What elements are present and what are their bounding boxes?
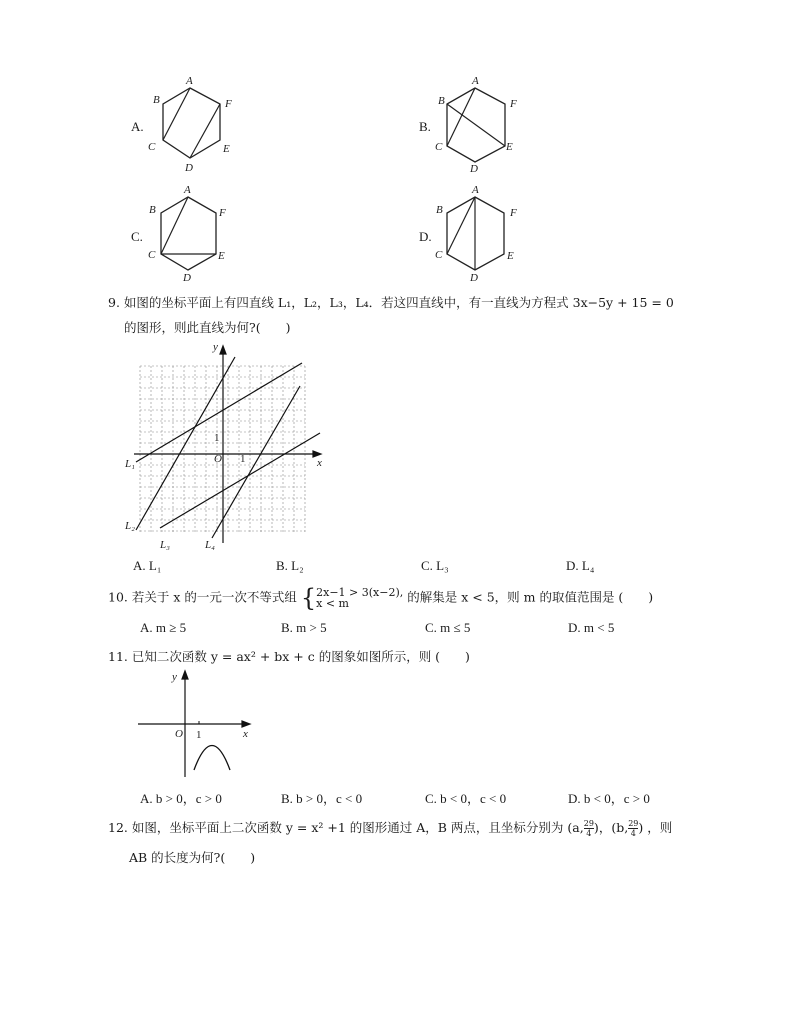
svg-text:A: A [472, 75, 479, 87]
svg-text:C: C [148, 249, 156, 261]
q9-option-a[interactable]: A. L₁ [133, 558, 162, 573]
q11-x-label: x [243, 728, 248, 740]
q11-graph [130, 667, 260, 782]
q10-option-d[interactable]: D. m < 5 [568, 620, 615, 635]
svg-text:E: E [507, 250, 514, 262]
q9-l3-label: L₃ [160, 539, 170, 551]
svg-text:B: B [438, 95, 445, 107]
q10-stem [108, 586, 653, 610]
q11-option-d[interactable]: D. b < 0，c > 0 [568, 791, 650, 806]
svg-text:F: F [219, 207, 226, 219]
q11-text: 已知二次函数 y = ax² + bx + c 的图象如图所示，则 ( ) [131, 649, 470, 664]
svg-text:F: F [510, 207, 517, 219]
q11-parabola [194, 746, 230, 771]
q8-option-figures [0, 0, 794, 285]
svg-text:A: A [184, 184, 191, 196]
q9-text-line1: 如图的坐标平面上有四直线 L₁，L₂，L₃，L₄．若这四直线中，有一直线为方程式 3x−5y + 15 = 0 [123, 295, 674, 310]
svg-text:D: D [470, 272, 478, 284]
q12-point-b: (b, $\frac{29}{4}$ ) [611, 819, 644, 838]
q9-y-one: 1 [214, 432, 220, 444]
q8-option-c-label[interactable]: C. [131, 229, 143, 244]
q9-origin-label: O [214, 453, 222, 465]
svg-text:C: C [148, 141, 156, 153]
q11-y-label: y [172, 671, 177, 683]
q9-l1-label: L₁ [125, 458, 135, 470]
q12-stem: 12. 如图，坐标平面上二次函数 y = x² +1 的图形通过 A，B 两点，且坐标分别为 (a, $\frac{29}{4}$ )，(b, $\frac{29}{4}$ ) ，则 [108, 819, 673, 838]
svg-text:B: B [149, 204, 156, 216]
q11-stem [108, 647, 470, 665]
svg-text:C: C [435, 141, 443, 153]
svg-text:D: D [470, 163, 478, 175]
q12-text-post: ，则 [647, 820, 673, 835]
q10-option-b[interactable]: B. m > 5 [281, 620, 327, 635]
q10-brace: { [300, 584, 317, 612]
svg-text:D: D [185, 162, 193, 174]
q8-option-d-hexagon [435, 184, 517, 284]
svg-text:C: C [435, 249, 443, 261]
q12-stem-line2: AB 的长度为何?( ) [129, 850, 256, 865]
q9-stem [108, 293, 674, 311]
q11-number: 11. [108, 649, 128, 664]
svg-text:B: B [153, 94, 160, 106]
svg-text:E: E [218, 250, 225, 262]
q9-option-c[interactable]: C. L₃ [421, 558, 449, 573]
q11-option-a[interactable]: A. b > 0，c > 0 [140, 791, 222, 806]
svg-text:B: B [436, 204, 443, 216]
svg-text:A: A [472, 184, 479, 196]
q11-option-b[interactable]: B. b > 0，c < 0 [281, 791, 363, 806]
q10-option-c[interactable]: C. m ≤ 5 [425, 620, 471, 635]
q12-point-a: (a, $\frac{29}{4}$ ) [567, 819, 599, 838]
q10-option-a[interactable]: A. m ≥ 5 [140, 620, 187, 635]
q9-line-l1 [136, 363, 302, 462]
q8-option-d-label[interactable]: D. [419, 229, 432, 244]
q8-option-b-label[interactable]: B. [419, 119, 431, 134]
svg-text:F: F [510, 98, 517, 110]
q8-option-a-hexagon [148, 75, 232, 174]
svg-text:A: A [186, 75, 193, 87]
q9-option-b[interactable]: B. L₂ [276, 558, 304, 573]
q9-stem-line2: 的图形，则此直线为何?( ) [124, 320, 291, 335]
q9-option-d[interactable]: D. L₄ [566, 558, 595, 573]
q8-option-b-hexagon [435, 75, 517, 175]
svg-text:F: F [225, 98, 232, 110]
svg-text:D: D [183, 272, 191, 284]
q12-number: 12. [108, 820, 128, 835]
q11-origin-label: O [175, 728, 183, 740]
q9-graph [120, 338, 335, 553]
svg-text:E: E [506, 141, 513, 153]
q9-l4-label: L₄ [205, 539, 215, 551]
q10-text-pre: 若关于 x 的一元一次不等式组 [131, 589, 297, 605]
svg-text:E: E [223, 143, 230, 155]
q9-x-one: 1 [240, 453, 246, 465]
q10-text-post: 的解集是 x < 5，则 m 的取值范围是 ( ) [407, 589, 654, 605]
q10-system: 2x−1 > 3(x−2), x < m [316, 586, 404, 610]
q8-option-c-hexagon [148, 184, 226, 284]
q9-l2-label: L₂ [125, 520, 135, 532]
q10-number: 10. [108, 589, 128, 605]
q11-option-c[interactable]: C. b < 0，c < 0 [425, 791, 507, 806]
q9-x-label: x [317, 457, 322, 469]
q11-x-one: 1 [196, 729, 202, 741]
q12-text-pre: 如图，坐标平面上二次函数 y = x² +1 的图形通过 A，B 两点，且坐标分别为 [131, 820, 564, 835]
q9-y-label: y [213, 341, 218, 353]
q9-number: 9. [108, 295, 120, 310]
q8-option-a-label[interactable]: A. [131, 119, 144, 134]
